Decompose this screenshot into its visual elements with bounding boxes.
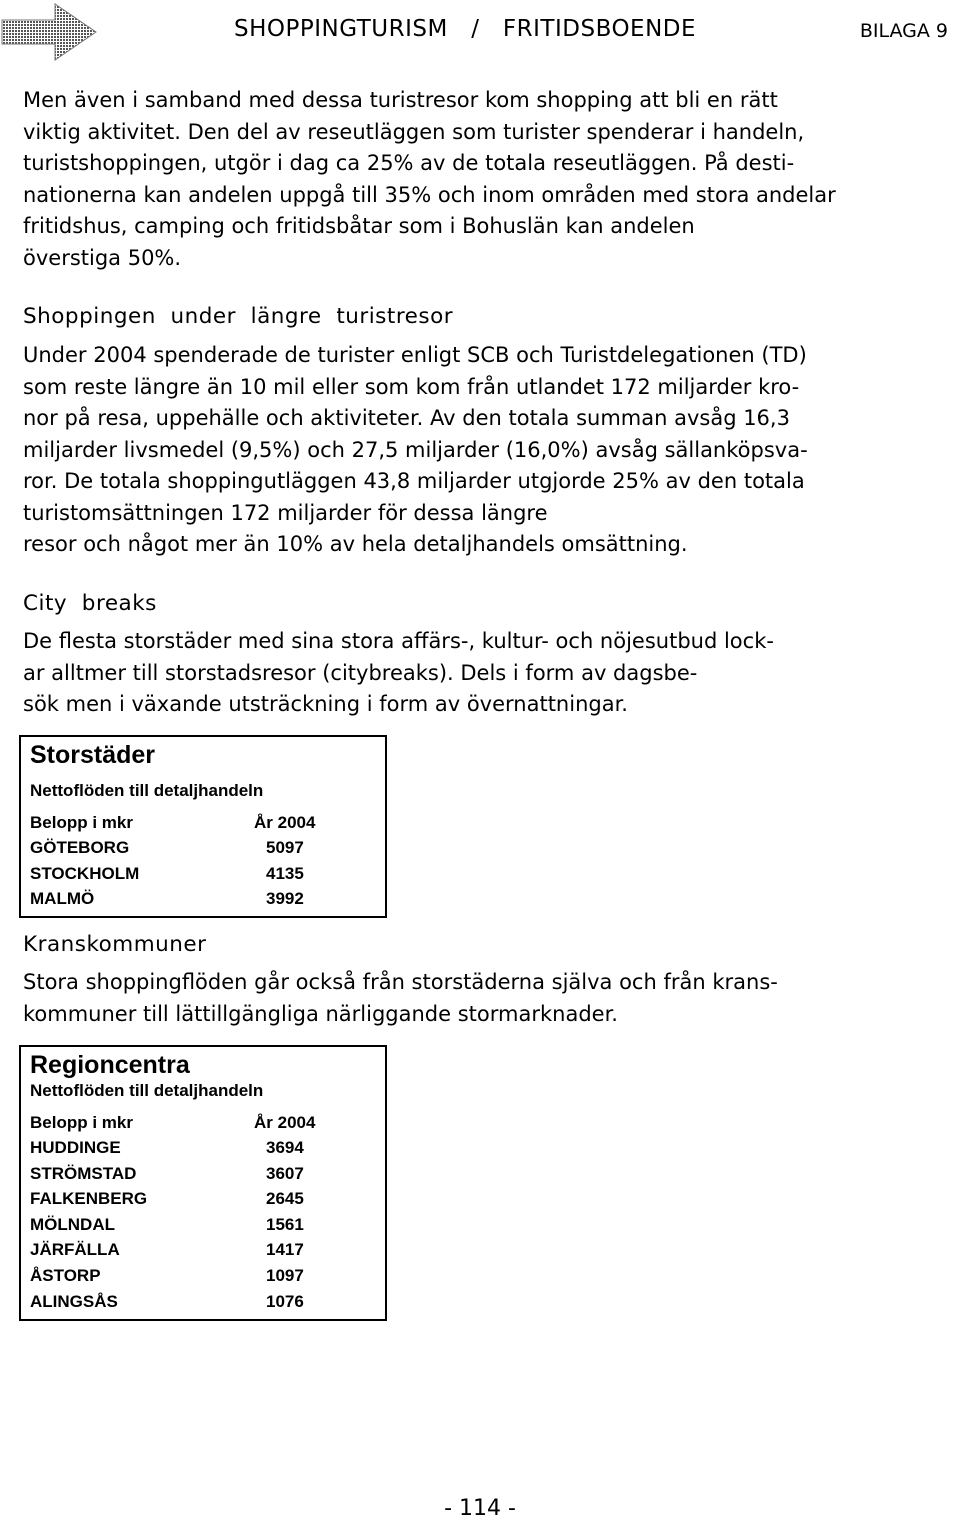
table-row <box>30 1189 370 1213</box>
table-header-row <box>30 1113 370 1137</box>
city-value: 1561 <box>266 1215 304 1234</box>
column-header-amount: Belopp i mkr <box>30 813 133 832</box>
table-subtitle: Nettoflöden till detaljhandeln <box>30 1081 264 1100</box>
city-name: JÄRFÄLLA <box>30 1240 120 1259</box>
paragraph-line: De flesta storstäder med sina stora affärs-, kultur- och nöjesutbud lock- <box>23 629 774 653</box>
paragraph-line: Stora shoppingflöden går också från storstäderna själva och från krans- <box>23 970 778 994</box>
city-name: MALMÖ <box>30 889 95 908</box>
city-name: FALKENBERG <box>30 1189 148 1208</box>
paragraph-line: ar alltmer till storstadsresor (citybreaks). Dels i form av dagsbe- <box>23 660 698 685</box>
city-value: 1076 <box>266 1292 304 1311</box>
table-row <box>30 1164 370 1188</box>
city-name: HUDDINGE <box>30 1138 121 1157</box>
intro-paragraph <box>23 85 923 274</box>
paragraph-line: kommuner till lättillgängliga närliggande stormarknader. <box>23 1001 618 1026</box>
section-heading-long-trips: Shoppingen under längre turistresor <box>23 304 454 329</box>
column-header-year: År 2004 <box>254 813 316 832</box>
column-header-year: År 2004 <box>254 1113 316 1132</box>
column-header-amount: Belopp i mkr <box>30 1113 133 1132</box>
city-name: STOCKHOLM <box>30 864 140 883</box>
table-row <box>30 1266 370 1290</box>
table-row <box>30 1292 370 1316</box>
city-breaks-paragraph <box>23 626 923 721</box>
section-heading-city-breaks: City breaks <box>23 591 157 616</box>
table-row <box>30 838 370 862</box>
table-title: Regioncentra <box>30 1051 190 1079</box>
table-row <box>30 889 370 913</box>
storstader-table <box>19 735 387 918</box>
paragraph-line: ror. De totala shoppingutläggen 43,8 miljarder utgjorde 25% av den totala <box>23 469 805 493</box>
table-title: Storstäder <box>30 741 156 769</box>
city-value: 3607 <box>266 1164 304 1183</box>
paragraph-line: Under 2004 spenderade de turister enligt SCB och Turistdelegationen (TD) <box>23 343 807 367</box>
paragraph-line: miljarder livsmedel (9,5%) och 27,5 miljarder (16,0%) avsåg sällanköpsva- <box>23 437 808 462</box>
paragraph-line: nationerna kan andelen uppgå till 35% och inom områden med stora andelar <box>23 182 836 207</box>
kranskommuner-paragraph <box>23 967 923 1030</box>
right-arrow-logo-icon <box>0 0 100 64</box>
table-row <box>30 1215 370 1239</box>
city-value: 1417 <box>266 1240 304 1259</box>
paragraph-line: nor på resa, uppehälle och aktiviteter. Av den totala summan avsåg 16,3 <box>23 406 790 430</box>
paragraph-line: Men även i samband med dessa turistresor kom shopping att bli en rätt <box>23 88 778 112</box>
appendix-label: BILAGA 9 <box>859 20 948 42</box>
city-name: GÖTEBORG <box>30 838 130 857</box>
paragraph-line: sök men i växande utsträckning i form av övernattningar. <box>23 692 628 716</box>
table-row <box>30 864 370 888</box>
paragraph-line: turistshoppingen, utgör i dag ca 25% av de totala reseutläggen. På desti- <box>23 151 795 175</box>
paragraph-line: viktig aktivitet. Den del av reseutläggen som turister spenderar i handeln, <box>23 119 805 144</box>
regioncentra-table <box>19 1045 387 1321</box>
header-title: SHOPPINGTURISM / FRITIDSBOENDE <box>234 16 697 42</box>
paragraph-line: turistomsättningen 172 miljarder för dessa längre <box>23 500 548 525</box>
paragraph-line: överstiga 50%. <box>23 245 182 270</box>
table-row <box>30 1240 370 1264</box>
city-value: 3694 <box>266 1138 304 1157</box>
paragraph-line: fritidshus, camping och fritidsbåtar som i Bohuslän kan andelen <box>23 214 695 238</box>
city-value: 5097 <box>266 838 304 857</box>
long-trips-paragraph <box>23 340 923 561</box>
city-value: 1097 <box>266 1266 304 1285</box>
page-number: - 114 - <box>444 1496 516 1521</box>
city-name: MÖLNDAL <box>30 1215 115 1234</box>
city-value: 3992 <box>266 889 304 908</box>
table-subtitle: Nettoflöden till detaljhandeln <box>30 781 264 800</box>
city-name: ÅSTORP <box>30 1266 101 1285</box>
paragraph-line: som reste längre än 10 mil eller som kom från utlandet 172 miljarder kro- <box>23 374 800 399</box>
city-value: 4135 <box>266 864 304 883</box>
table-header-row <box>30 813 370 837</box>
section-heading-kranskommuner: Kranskommuner <box>23 932 207 957</box>
table-row <box>30 1138 370 1162</box>
paragraph-line: resor och något mer än 10% av hela detaljhandels omsättning. <box>23 532 688 556</box>
city-name: ALINGSÅS <box>30 1292 118 1311</box>
city-value: 2645 <box>266 1189 304 1208</box>
city-name: STRÖMSTAD <box>30 1164 137 1183</box>
